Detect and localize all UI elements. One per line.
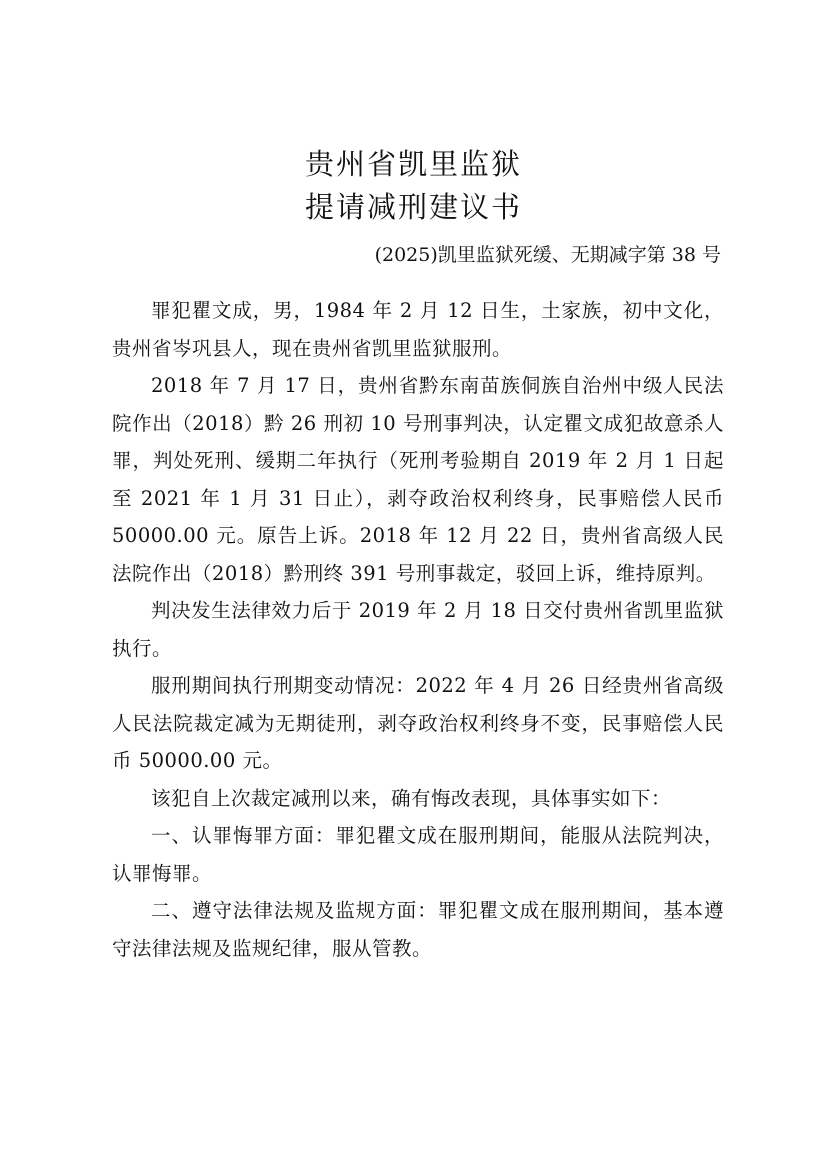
document-title-line-1: 贵州省凯里监狱	[304, 147, 522, 181]
document-body	[112, 292, 724, 967]
paragraph-criminal-info: 罪犯瞿文成，男，1984 年 2 月 12 日生，土家族，初中文化，贵州省岑巩县人，现在贵州省凯里监狱服刑。	[112, 299, 724, 360]
paragraph-admit-guilt: 一、认罪悔罪方面：罪犯瞿文成在服刑期间，能服从法院判决，认罪悔罪。	[112, 824, 724, 885]
paragraph-obey-rules: 二、遵守法律法规及监规方面：罪犯瞿文成在服刑期间，基本遵守法律法规及监规纪律，服从管教。	[112, 899, 724, 960]
paragraph-sentence-change: 服刑期间执行刑期变动情况：2022 年 4 月 26 日经贵州省高级人民法院裁定减为无期徒刑，剥夺政治权利终身不变，民事赔偿人民币 50000.00 元。	[112, 674, 724, 772]
paragraph-repentance-intro: 该犯自上次裁定减刑以来，确有悔改表现，具体事实如下：	[151, 786, 672, 810]
document-number: (2025)凯里监狱死缓、无期减字第 38 号	[374, 244, 721, 266]
document-title-line-2: 提请减刑建议书	[304, 190, 522, 224]
paragraph-execution: 判决发生法律效力后于 2019 年 2 月 18 日交付贵州省凯里监狱执行。	[112, 599, 724, 660]
paragraph-judgment: 2018 年 7 月 17 日，贵州省黔东南苗族侗族自治州中级人民法院作出（2018）黔 26 刑初 10 号刑事判决，认定瞿文成犯故意杀人罪，判处死刑、缓期二年执行（死刑考验期自 2019 年 2 月 1 日起至 2021 年 1 月 31 日止），剥夺政治权利终身，民事赔偿人民币 50000.00 元。原告上诉。2018 年 12 月 22 日，贵州省高级人民法院作出（2018）黔刑终 391 号刑事裁定，驳回上诉，维持原判。	[112, 374, 724, 585]
